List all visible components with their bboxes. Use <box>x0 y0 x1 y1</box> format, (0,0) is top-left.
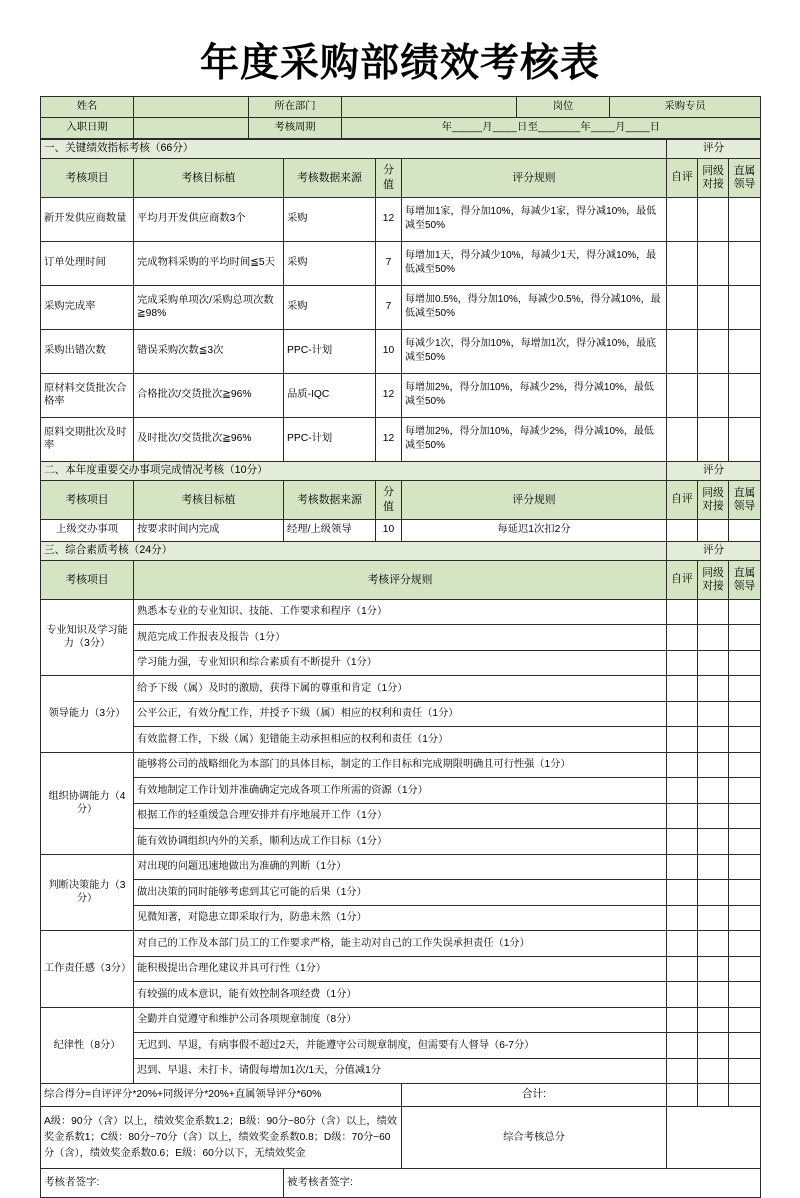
col-header-self-score: 自评 <box>667 480 698 519</box>
table-row <box>41 373 761 417</box>
kpi-leader-score-cell[interactable] <box>729 329 761 373</box>
table-row <box>41 519 761 541</box>
quality-self-score-cell[interactable] <box>667 982 698 1008</box>
quality-leader-score-cell[interactable] <box>729 625 761 651</box>
quality-peer-score-cell[interactable] <box>698 931 729 957</box>
quality-peer-score-cell[interactable] <box>698 829 729 855</box>
task-self-score-cell[interactable] <box>667 519 698 541</box>
kpi-target: 完成物料采购的平均时间≦5天 <box>134 241 284 285</box>
quality-peer-score-cell[interactable] <box>698 956 729 982</box>
quality-leader-score-cell[interactable] <box>729 752 761 778</box>
kpi-source: 采购 <box>284 197 376 241</box>
col-header-peer-score: 同级对接 <box>698 560 729 599</box>
kpi-leader-score-cell[interactable] <box>729 417 761 461</box>
table-row <box>41 854 761 880</box>
quality-group-name: 组织协调能力（4分） <box>41 752 134 854</box>
col-header-target: 考核目标植 <box>134 480 284 519</box>
quality-criterion: 有效地制定工作计划并准确确定完成各项工作所需的资源（1分） <box>134 778 667 804</box>
kpi-self-score-cell[interactable] <box>667 329 698 373</box>
kpi-self-score-cell[interactable] <box>667 241 698 285</box>
kpi-item: 订单处理时间 <box>41 241 134 285</box>
section1-table <box>40 139 761 1198</box>
task-source: 经理/上级领导 <box>284 519 376 541</box>
quality-group-name: 工作责任感（3分） <box>41 931 134 1008</box>
score-formula: 综合得分=自评评分*20%+同级评分*20%+直属领导评分*60% <box>41 1084 402 1107</box>
quality-criterion: 给予下级（属）及时的激励，获得下属的尊重和肯定（1分） <box>134 676 667 702</box>
col-header-leader-score: 直属领导 <box>729 480 761 519</box>
performance-review-page <box>0 41 800 1189</box>
section2-score-group-label: 评分 <box>667 461 761 480</box>
quality-leader-score-cell[interactable] <box>729 905 761 931</box>
table-row <box>41 905 761 931</box>
quality-leader-score-cell[interactable] <box>729 880 761 906</box>
table-row <box>41 1033 761 1059</box>
quality-peer-score-cell[interactable] <box>698 650 729 676</box>
kpi-self-score-cell[interactable] <box>667 373 698 417</box>
col-header-points: 分值 <box>376 480 402 519</box>
col-header-item: 考核项目 <box>41 158 134 197</box>
quality-criterion: 迟到、早退、未打卡、请假每增加1次/1天，分值减1分 <box>134 1058 667 1084</box>
info-row-period <box>41 117 761 138</box>
kpi-target: 及时批次/交货批次≧96% <box>134 417 284 461</box>
entry-date-value[interactable] <box>134 117 249 138</box>
post-label: 岗位 <box>517 96 610 117</box>
table-row <box>41 285 761 329</box>
kpi-item: 原材料交货批次合格率 <box>41 373 134 417</box>
section1-score-group-label: 评分 <box>667 139 761 158</box>
kpi-peer-score-cell[interactable] <box>698 417 729 461</box>
quality-self-score-cell[interactable] <box>667 701 698 727</box>
col-header-rule: 评分规则 <box>402 480 667 519</box>
kpi-source: PPC-计划 <box>284 329 376 373</box>
quality-criterion: 规范完成工作报表及报告（1分） <box>134 625 667 651</box>
grade-rule-text: A级：90分（含）以上，绩效奖金系数1.2；B级：90分~80分（含）以上，绩效奖金系数1；C级：80分~70分（含）以上，绩效奖金系数0.8；D级：70分~60分（含），绩效奖金系数0.6；E级：60分以下，无绩效奖金 <box>41 1107 402 1169</box>
employee-info-table <box>40 96 761 139</box>
quality-peer-score-cell[interactable] <box>698 854 729 880</box>
quality-self-score-cell[interactable] <box>667 752 698 778</box>
grade-rule-row <box>41 1107 761 1169</box>
quality-group-name: 纪律性（8分） <box>41 1007 134 1084</box>
kpi-points: 12 <box>376 197 402 241</box>
formula-row <box>41 1084 761 1107</box>
name-label: 姓名 <box>41 96 134 117</box>
total-self-score-cell[interactable] <box>667 1084 698 1107</box>
quality-group-name: 判断决策能力（3分） <box>41 854 134 931</box>
quality-criterion: 见微知著，对隐患立即采取行为，防患未然（1分） <box>134 905 667 931</box>
kpi-points: 7 <box>376 285 402 329</box>
quality-self-score-cell[interactable] <box>667 650 698 676</box>
task-leader-score-cell[interactable] <box>729 519 761 541</box>
quality-criterion: 能积极提出合理化建议并具可行性（1分） <box>134 956 667 982</box>
quality-self-score-cell[interactable] <box>667 880 698 906</box>
quality-self-score-cell[interactable] <box>667 803 698 829</box>
kpi-points: 12 <box>376 417 402 461</box>
col-header-self-score: 自评 <box>667 560 698 599</box>
quality-leader-score-cell[interactable] <box>729 650 761 676</box>
quality-criterion: 有效监督工作，下级（属）犯错能主动承担相应的权利和责任（1分） <box>134 727 667 753</box>
table-row <box>41 701 761 727</box>
kpi-rule: 每增加2%，得分加10%，每减少2%，得分减10%，最低减至50% <box>402 417 667 461</box>
col-header-self-score: 自评 <box>667 158 698 197</box>
table-row <box>41 982 761 1008</box>
quality-peer-score-cell[interactable] <box>698 599 729 625</box>
quality-leader-score-cell[interactable] <box>729 1007 761 1033</box>
total-peer-score-cell[interactable] <box>698 1084 729 1107</box>
table-row <box>41 727 761 753</box>
table-row <box>41 241 761 285</box>
col-header-leader-score: 直属领导 <box>729 158 761 197</box>
quality-criterion: 全勤并自觉遵守和维护公司各项规章制度（8分） <box>134 1007 667 1033</box>
section1-heading: 一、关键绩效指标考核（66分） <box>41 139 667 158</box>
kpi-peer-score-cell[interactable] <box>698 285 729 329</box>
quality-self-score-cell[interactable] <box>667 1033 698 1059</box>
kpi-peer-score-cell[interactable] <box>698 197 729 241</box>
kpi-leader-score-cell[interactable] <box>729 241 761 285</box>
quality-peer-score-cell[interactable] <box>698 880 729 906</box>
table-row <box>41 1058 761 1084</box>
name-value[interactable] <box>134 96 249 117</box>
quality-leader-score-cell[interactable] <box>729 727 761 753</box>
quality-self-score-cell[interactable] <box>667 625 698 651</box>
kpi-peer-score-cell[interactable] <box>698 373 729 417</box>
quality-leader-score-cell[interactable] <box>729 931 761 957</box>
section2-column-header-row <box>41 480 761 519</box>
task-target: 按要求时间内完成 <box>134 519 284 541</box>
table-row <box>41 829 761 855</box>
table-row <box>41 329 761 373</box>
quality-peer-score-cell[interactable] <box>698 778 729 804</box>
kpi-target: 完成采购单项次/采购总项次数≧98% <box>134 285 284 329</box>
kpi-source: 采购 <box>284 241 376 285</box>
kpi-item: 新开发供应商数量 <box>41 197 134 241</box>
quality-criterion: 熟悉本专业的专业知识、技能、工作要求和程序（1分） <box>134 599 667 625</box>
kpi-points: 10 <box>376 329 402 373</box>
quality-self-score-cell[interactable] <box>667 931 698 957</box>
kpi-peer-score-cell[interactable] <box>698 329 729 373</box>
page-title: 年度采购部绩效考核表 <box>199 41 600 86</box>
kpi-source: PPC-计划 <box>284 417 376 461</box>
kpi-target: 合格批次/交货批次≧96% <box>134 373 284 417</box>
table-row <box>41 417 761 461</box>
post-value[interactable]: 采购专员 <box>610 96 761 117</box>
table-row <box>41 931 761 957</box>
quality-self-score-cell[interactable] <box>667 1058 698 1084</box>
kpi-rule: 每增加2%，得分加10%，每减少2%，得分减10%，最低减至50% <box>402 373 667 417</box>
quality-peer-score-cell[interactable] <box>698 1033 729 1059</box>
kpi-peer-score-cell[interactable] <box>698 241 729 285</box>
quality-criterion: 无迟到、早退，有病事假不超过2天，并能遵守公司规章制度，但需要有人督导（6-7分） <box>134 1033 667 1059</box>
table-row <box>41 1007 761 1033</box>
section1-heading-row <box>41 139 761 158</box>
kpi-rule: 每增加1天，得分减少10%，每减少1天，得分减10%，最低减至50% <box>402 241 667 285</box>
quality-peer-score-cell[interactable] <box>698 625 729 651</box>
kpi-self-score-cell[interactable] <box>667 285 698 329</box>
quality-criterion: 公平公正，有效分配工作，并授予下级（属）相应的权利和责任（1分） <box>134 701 667 727</box>
total-label: 合计: <box>402 1084 667 1107</box>
kpi-item: 采购出错次数 <box>41 329 134 373</box>
kpi-points: 12 <box>376 373 402 417</box>
quality-peer-score-cell[interactable] <box>698 982 729 1008</box>
kpi-rule: 每增加0.5%，得分加10%，每减少0.5%，得分减10%，最低减至50% <box>402 285 667 329</box>
section3-column-header-row <box>41 560 761 599</box>
quality-peer-score-cell[interactable] <box>698 803 729 829</box>
quality-criterion: 根据工作的轻重缓急合理安排并有序地展开工作（1分） <box>134 803 667 829</box>
quality-leader-score-cell[interactable] <box>729 1058 761 1084</box>
col-header-points: 分值 <box>376 158 402 197</box>
section3-heading: 三、综合素质考核（24分） <box>41 541 667 560</box>
table-row <box>41 803 761 829</box>
quality-self-score-cell[interactable] <box>667 599 698 625</box>
quality-leader-score-cell[interactable] <box>729 676 761 702</box>
kpi-rule: 每减少1次，得分加10%，每增加1次，得分减10%，最底减至50% <box>402 329 667 373</box>
kpi-source: 品质-IQC <box>284 373 376 417</box>
kpi-source: 采购 <box>284 285 376 329</box>
section3-heading-row <box>41 541 761 560</box>
quality-leader-score-cell[interactable] <box>729 829 761 855</box>
quality-leader-score-cell[interactable] <box>729 1033 761 1059</box>
quality-leader-score-cell[interactable] <box>729 956 761 982</box>
quality-criterion: 能够将公司的战略细化为本部门的具体目标，制定的工作目标和完成期限明确且可行性强（1分） <box>134 752 667 778</box>
table-row <box>41 752 761 778</box>
quality-peer-score-cell[interactable] <box>698 727 729 753</box>
quality-leader-score-cell[interactable] <box>729 701 761 727</box>
quality-self-score-cell[interactable] <box>667 676 698 702</box>
quality-self-score-cell[interactable] <box>667 956 698 982</box>
table-row <box>41 599 761 625</box>
quality-leader-score-cell[interactable] <box>729 854 761 880</box>
col-header-criteria: 考核评分规则 <box>134 560 667 599</box>
quality-leader-score-cell[interactable] <box>729 803 761 829</box>
quality-group-name: 专业知识及学习能力（3分） <box>41 599 134 676</box>
col-header-rule: 评分规则 <box>402 158 667 197</box>
quality-criterion: 对出现的问题迅速地做出为准确的判断（1分） <box>134 854 667 880</box>
quality-self-score-cell[interactable] <box>667 829 698 855</box>
quality-criterion: 学习能力强，专业知识和综合素质有不断提升（1分） <box>134 650 667 676</box>
kpi-item: 原料交期批次及时率 <box>41 417 134 461</box>
quality-criterion: 做出决策的同时能够考虑到其它可能的后果（1分） <box>134 880 667 906</box>
kpi-points: 7 <box>376 241 402 285</box>
table-row <box>41 197 761 241</box>
total-leader-score-cell[interactable] <box>729 1084 761 1107</box>
quality-criterion: 对自己的工作及本部门员工的工作要求严格，能主动对自己的工作失误承担责任（1分） <box>134 931 667 957</box>
kpi-leader-score-cell[interactable] <box>729 197 761 241</box>
table-row <box>41 625 761 651</box>
assessor-signature-label[interactable]: 考核者签字: <box>41 1169 284 1198</box>
final-total-value[interactable] <box>667 1107 761 1169</box>
quality-leader-score-cell[interactable] <box>729 778 761 804</box>
quality-self-score-cell[interactable] <box>667 778 698 804</box>
quality-peer-score-cell[interactable] <box>698 676 729 702</box>
quality-leader-score-cell[interactable] <box>729 599 761 625</box>
quality-peer-score-cell[interactable] <box>698 752 729 778</box>
kpi-target: 错误采购次数≦3次 <box>134 329 284 373</box>
col-header-source: 考核数据来源 <box>284 158 376 197</box>
section2-heading: 二、本年度重要交办事项完成情况考核（10分） <box>41 461 667 480</box>
quality-leader-score-cell[interactable] <box>729 982 761 1008</box>
quality-criterion: 有较强的成本意识，能有效控制各项经费（1分） <box>134 982 667 1008</box>
task-rule: 每延迟1次扣2分 <box>402 519 667 541</box>
col-header-peer-score: 同级对接 <box>698 158 729 197</box>
quality-criterion: 能有效协调组织内外的关系，顺利达成工作目标（1分） <box>134 829 667 855</box>
quality-peer-score-cell[interactable] <box>698 905 729 931</box>
quality-peer-score-cell[interactable] <box>698 1007 729 1033</box>
col-header-leader-score: 直属领导 <box>729 560 761 599</box>
quality-self-score-cell[interactable] <box>667 905 698 931</box>
quality-group-name: 领导能力（3分） <box>41 676 134 753</box>
period-label: 考核周期 <box>249 117 342 138</box>
quality-peer-score-cell[interactable] <box>698 701 729 727</box>
assessee-signature-label[interactable]: 被考核者签字: <box>284 1169 761 1198</box>
col-header-target: 考核目标植 <box>134 158 284 197</box>
signature-row <box>41 1169 761 1198</box>
quality-self-score-cell[interactable] <box>667 727 698 753</box>
entry-date-label: 入职日期 <box>41 117 134 138</box>
department-value[interactable] <box>342 96 517 117</box>
period-value[interactable]: 年_____月____日至_______年____月____日 <box>342 117 761 138</box>
quality-peer-score-cell[interactable] <box>698 1058 729 1084</box>
final-total-label: 综合考核总分 <box>402 1107 667 1169</box>
table-row <box>41 880 761 906</box>
kpi-target: 平均月开发供应商数3个 <box>134 197 284 241</box>
kpi-item: 采购完成率 <box>41 285 134 329</box>
section1-column-header-row <box>41 158 761 197</box>
col-header-peer-score: 同级对接 <box>698 480 729 519</box>
col-header-source: 考核数据来源 <box>284 480 376 519</box>
department-label: 所在部门 <box>249 96 342 117</box>
kpi-self-score-cell[interactable] <box>667 197 698 241</box>
table-row <box>41 650 761 676</box>
kpi-leader-score-cell[interactable] <box>729 373 761 417</box>
section3-score-group-label: 评分 <box>667 541 761 560</box>
quality-self-score-cell[interactable] <box>667 1007 698 1033</box>
quality-self-score-cell[interactable] <box>667 854 698 880</box>
kpi-self-score-cell[interactable] <box>667 417 698 461</box>
kpi-rule: 每增加1家，得分加10%，每减少1家，得分减10%，最低减至50% <box>402 197 667 241</box>
table-row <box>41 676 761 702</box>
table-row <box>41 956 761 982</box>
col-header-item: 考核项目 <box>41 560 134 599</box>
task-peer-score-cell[interactable] <box>698 519 729 541</box>
task-item: 上级交办事项 <box>41 519 134 541</box>
kpi-leader-score-cell[interactable] <box>729 285 761 329</box>
task-points: 10 <box>376 519 402 541</box>
table-row <box>41 778 761 804</box>
info-row-name <box>41 96 761 117</box>
section2-heading-row <box>41 461 761 480</box>
col-header-item: 考核项目 <box>41 480 134 519</box>
